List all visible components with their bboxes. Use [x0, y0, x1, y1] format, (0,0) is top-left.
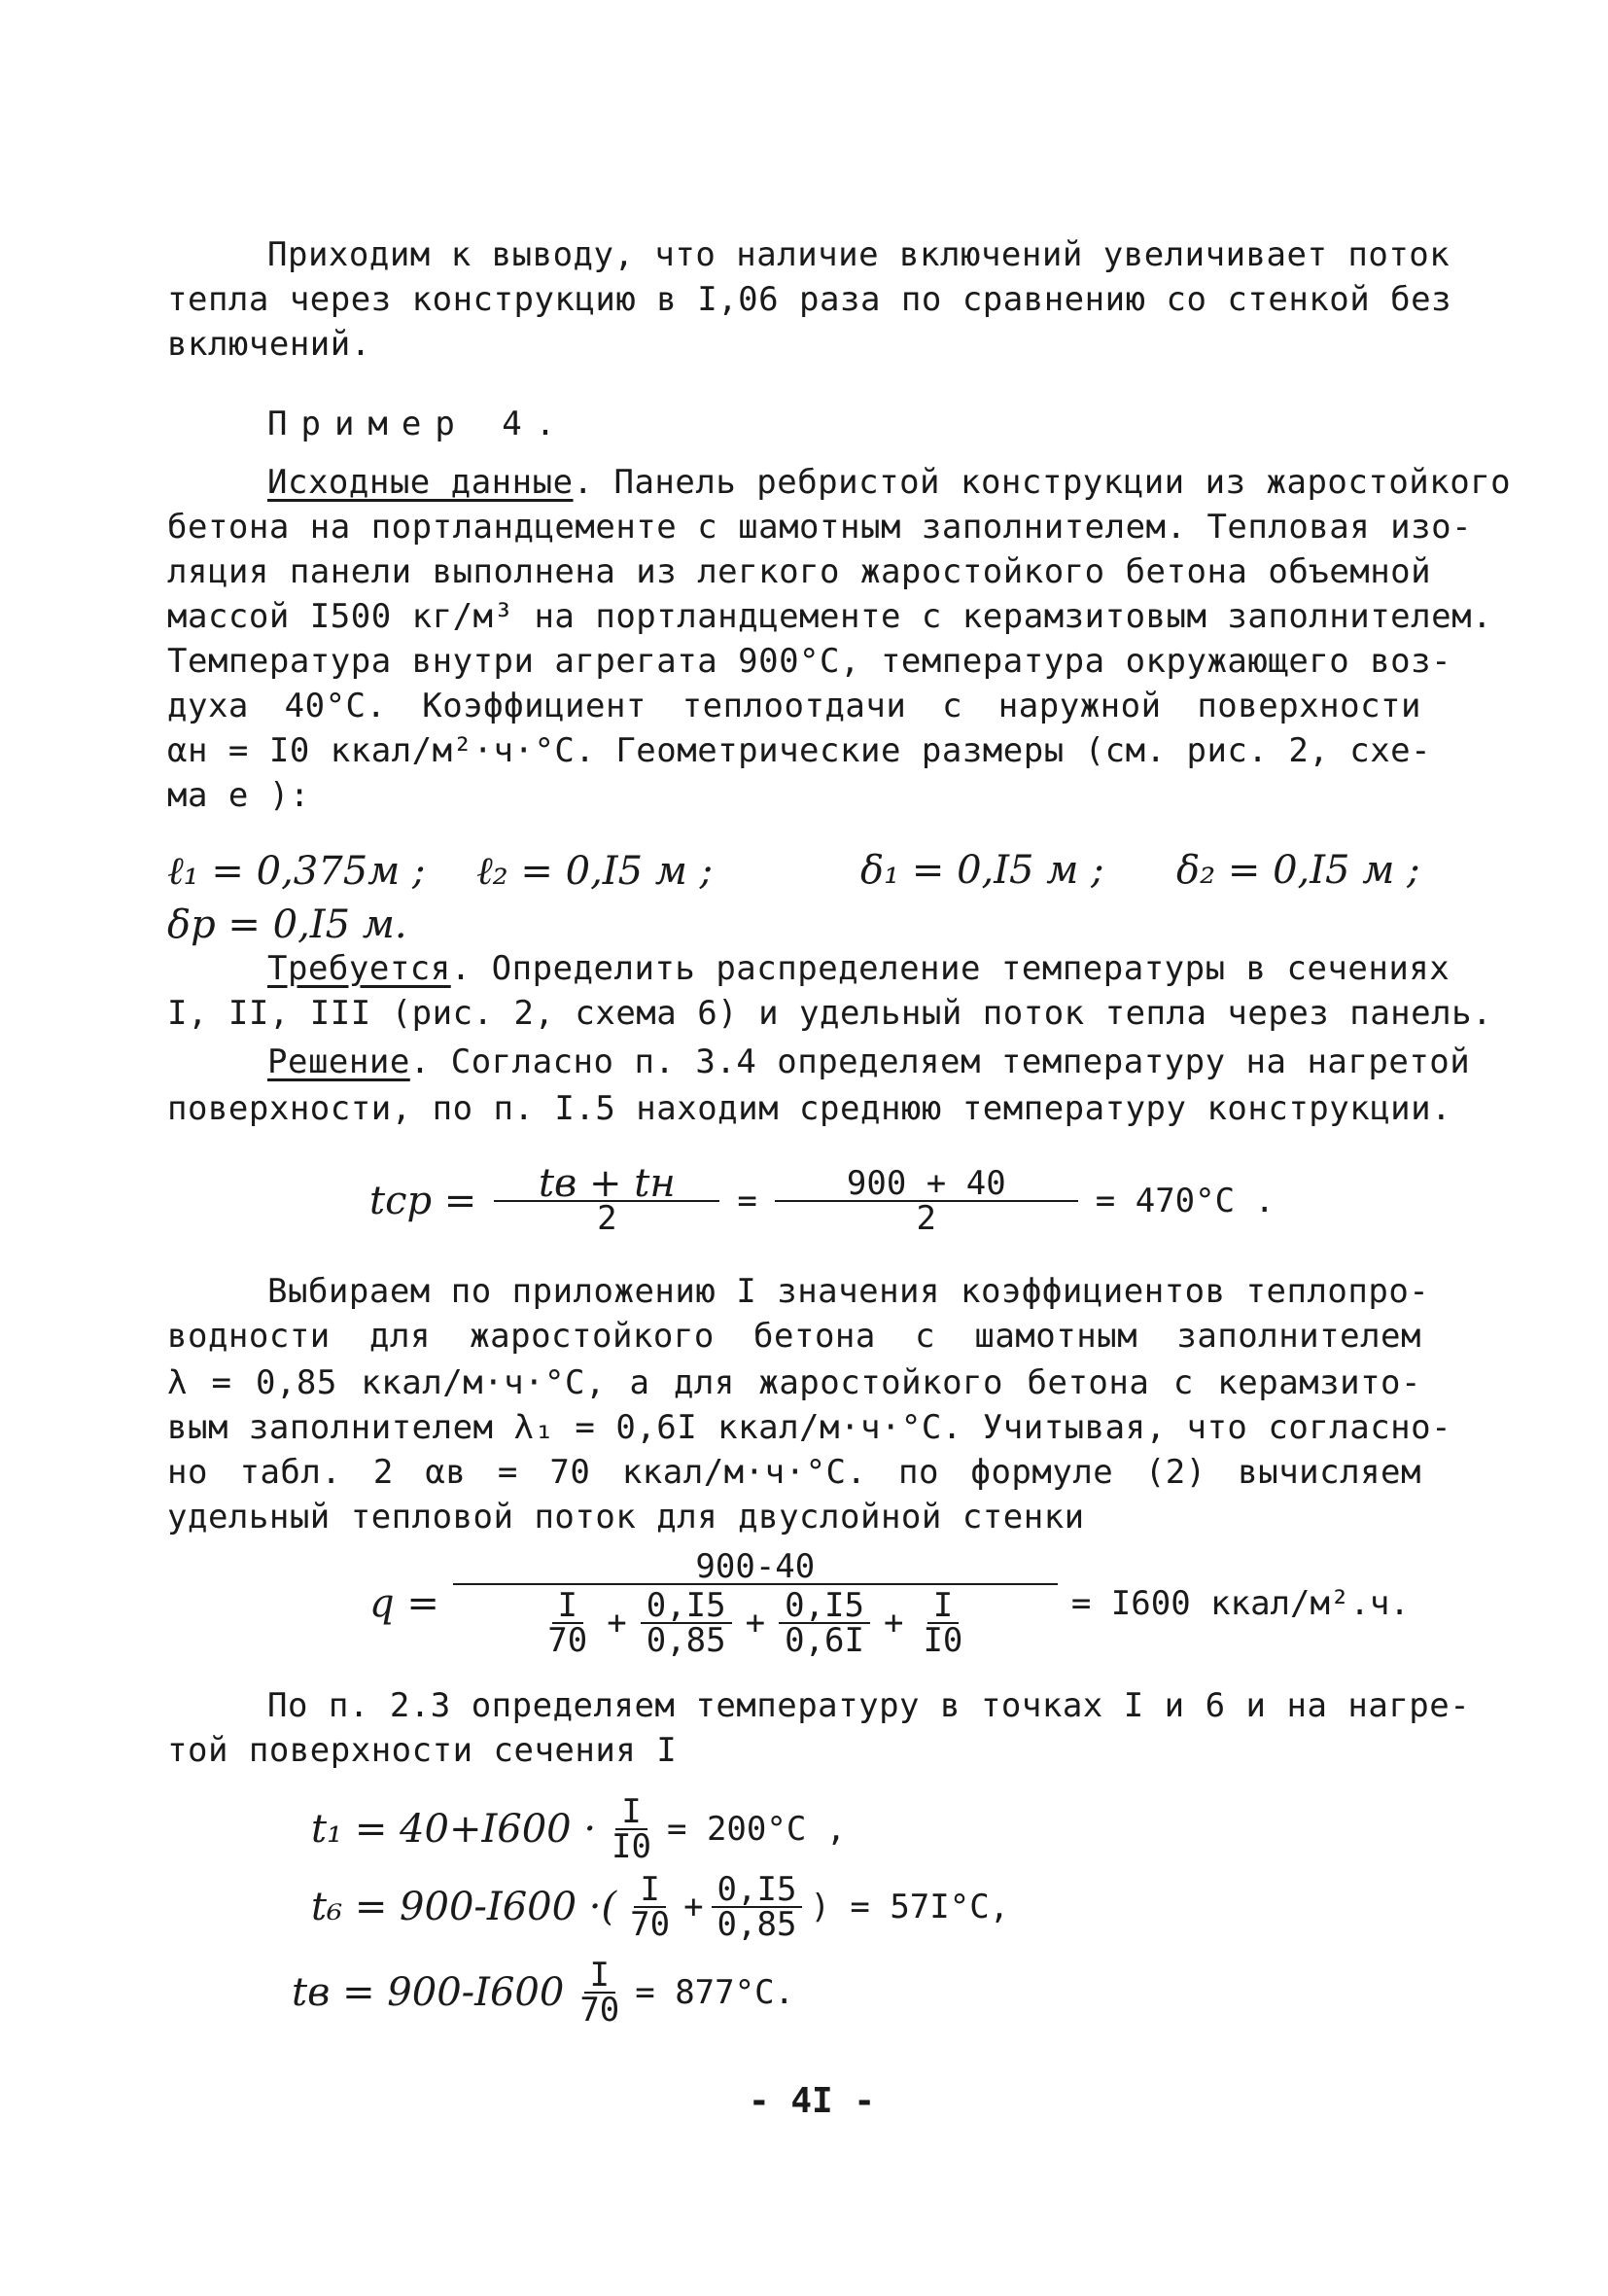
q-term-4 — [917, 1586, 968, 1660]
tcp-result: = 470°С . — [1095, 1182, 1276, 1220]
q-term-4-den: I0 — [923, 1621, 963, 1660]
calc-tb-den: 70 — [579, 1991, 620, 2030]
example-heading: Пример 4. — [267, 405, 570, 443]
para3-line-1: По п. 2.3 определяем температуру в точках I и 6 и на нагре- — [267, 1686, 1471, 1725]
tcp-fraction-2-den: 2 — [916, 1199, 937, 1238]
calc-t6-plus: + — [683, 1888, 704, 1926]
dim-d1: δ₁ = 0,I5 м ; — [860, 848, 1104, 893]
q-term-3-den: 0,6I — [785, 1621, 864, 1660]
dim-l1: ℓ₁ = 0,375м ; — [167, 849, 426, 894]
q-term-1-num: I — [552, 1589, 583, 1624]
calc-t1 — [311, 1792, 847, 1866]
q-denominator — [536, 1585, 974, 1660]
para2-line-2: водности для жаростойкого бетона с шамотным заполнителем — [167, 1317, 1421, 1356]
tcp-lhs: tср = — [369, 1179, 477, 1223]
calc-t6-fraction-b — [712, 1870, 803, 1944]
formula-heat-flux — [369, 1547, 1410, 1660]
tcp-eq: = — [737, 1182, 757, 1220]
calc-tb-lhs: tв = 900-I600 — [292, 1970, 565, 2015]
para2-line-4: вым заполнителем λ₁ = 0,6I ккал/м·ч·°С. Учитывая, что согласно- — [167, 1408, 1452, 1447]
initial-data-line-6: духа 40°С. Коэффициент теплоотдачи с наружной поверхности — [167, 687, 1421, 725]
q-fraction — [453, 1547, 1058, 1660]
solution-text: . Согласно п. 3.4 определяем температуру на нагретой — [409, 1042, 1471, 1081]
para3-line-2: той поверхности сечения I — [167, 1731, 678, 1770]
calc-t1-lhs: t₁ = 40+I600 · — [311, 1807, 597, 1852]
q-term-2 — [641, 1586, 732, 1660]
tcp-fraction-1-num: tв + tн — [494, 1167, 719, 1202]
initial-data-line-4: массой I500 кг/м³ на портландцементе с керамзитовым заполнителем. — [167, 597, 1493, 636]
initial-data-line-3: ляция панели выполнена из легкого жаростойкого бетона объемной — [167, 552, 1432, 591]
required-line-2: I, II, III (рис. 2, схема 6) и удельный поток тепла через панель. — [167, 994, 1493, 1033]
calc-t1-fraction — [606, 1792, 657, 1866]
tcp-fraction-2-num: 900 + 40 — [775, 1167, 1078, 1202]
calc-t1-den: I0 — [612, 1827, 651, 1866]
q-plus-2: + — [745, 1604, 766, 1643]
q-term-1 — [542, 1586, 593, 1660]
tcp-fraction-2 — [775, 1164, 1078, 1238]
dim-dp: δр = 0,I5 м. — [167, 902, 407, 947]
calc-tb-result: = 877°С. — [635, 1973, 795, 2012]
solution-line-2: поверхности, по п. I.5 находим среднюю температуру конструкции. — [167, 1089, 1452, 1128]
calc-t6-b-den: 0,85 — [717, 1905, 797, 1944]
initial-data-text: . Панель ребристой конструкции из жаростойкого — [573, 463, 1512, 502]
initial-data-line-1 — [267, 463, 1512, 502]
para2-line-6: удельный тепловой поток для двуслойной стенки — [167, 1498, 1085, 1537]
q-term-3-num: 0,I5 — [779, 1589, 870, 1624]
formula-mean-temperature — [369, 1161, 1276, 1238]
calc-t6 — [311, 1870, 1010, 1944]
calc-tb-fraction — [574, 1956, 625, 2030]
calc-t1-num: I — [615, 1795, 647, 1830]
solution-label: Решение — [267, 1042, 410, 1081]
calc-t6-result: ) = 57I°С, — [810, 1888, 1010, 1926]
calc-tb-num: I — [584, 1959, 615, 1994]
dim-l2: ℓ₂ = 0,I5 м ; — [476, 849, 714, 894]
para2-line-1: Выбираем по приложению I значения коэффициентов теплопро- — [267, 1272, 1430, 1311]
tcp-fraction-1 — [494, 1161, 719, 1238]
para2-line-3: λ = 0,85 ккал/м·ч·°С, а для жаростойкого бетона с керамзито- — [167, 1363, 1421, 1402]
dim-d2: δ₂ = 0,I5 м ; — [1176, 848, 1420, 893]
initial-data-label: Исходные данные — [267, 463, 574, 502]
calc-t6-a-den: 70 — [630, 1905, 671, 1944]
required-text: . Определить распределение температуры в сечениях — [450, 949, 1451, 988]
tcp-fraction-1-den: 2 — [597, 1199, 617, 1238]
required-label: Требуется — [267, 949, 451, 988]
q-term-2-num: 0,I5 — [641, 1589, 732, 1624]
required-line-1 — [267, 949, 1451, 988]
solution-line-1 — [267, 1042, 1471, 1081]
initial-data-line-8: ма е ): — [167, 776, 310, 815]
calc-t6-lhs: t₆ = 900-I600 ·( — [311, 1885, 617, 1929]
q-lhs: q = — [369, 1581, 439, 1626]
q-plus-3: + — [883, 1604, 904, 1643]
intro-line-2: тепла через конструкцию в I,06 раза по сравнению со стенкой без — [167, 280, 1452, 319]
q-term-2-den: 0,85 — [646, 1621, 726, 1660]
q-plus-1: + — [607, 1604, 627, 1643]
calc-t6-fraction-a — [624, 1870, 676, 1944]
calc-t6-a-num: I — [634, 1873, 665, 1908]
intro-line-1: Приходим к выводу, что наличие включений увеличивает поток — [267, 235, 1451, 274]
q-term-3 — [779, 1586, 870, 1660]
para2-line-5: но табл. 2 αв = 70 ккал/м·ч·°С. по формуле (2) вычисляем — [167, 1453, 1421, 1492]
q-result: = I600 ккал/м².ч. — [1070, 1584, 1410, 1623]
calc-tb — [292, 1956, 795, 2030]
initial-data-line-5: Температура внутри агрегата 900°С, температура окружающего воз- — [167, 642, 1452, 681]
intro-line-3: включений. — [167, 325, 371, 364]
q-numerator: 900-40 — [453, 1550, 1058, 1585]
initial-data-line-2: бетона на портландцементе с шамотным заполнителем. Тепловая изо- — [167, 508, 1473, 547]
initial-data-line-7: αн = I0 ккал/м²·ч·°С. Геометрические размеры (см. рис. 2, схе- — [167, 731, 1432, 770]
page-number: - 4I - — [749, 2081, 876, 2121]
q-term-4-num: I — [927, 1589, 959, 1624]
calc-t1-result: = 200°С , — [667, 1810, 847, 1849]
calc-t6-b-num: 0,I5 — [712, 1873, 803, 1908]
q-term-1-den: 70 — [547, 1621, 588, 1660]
